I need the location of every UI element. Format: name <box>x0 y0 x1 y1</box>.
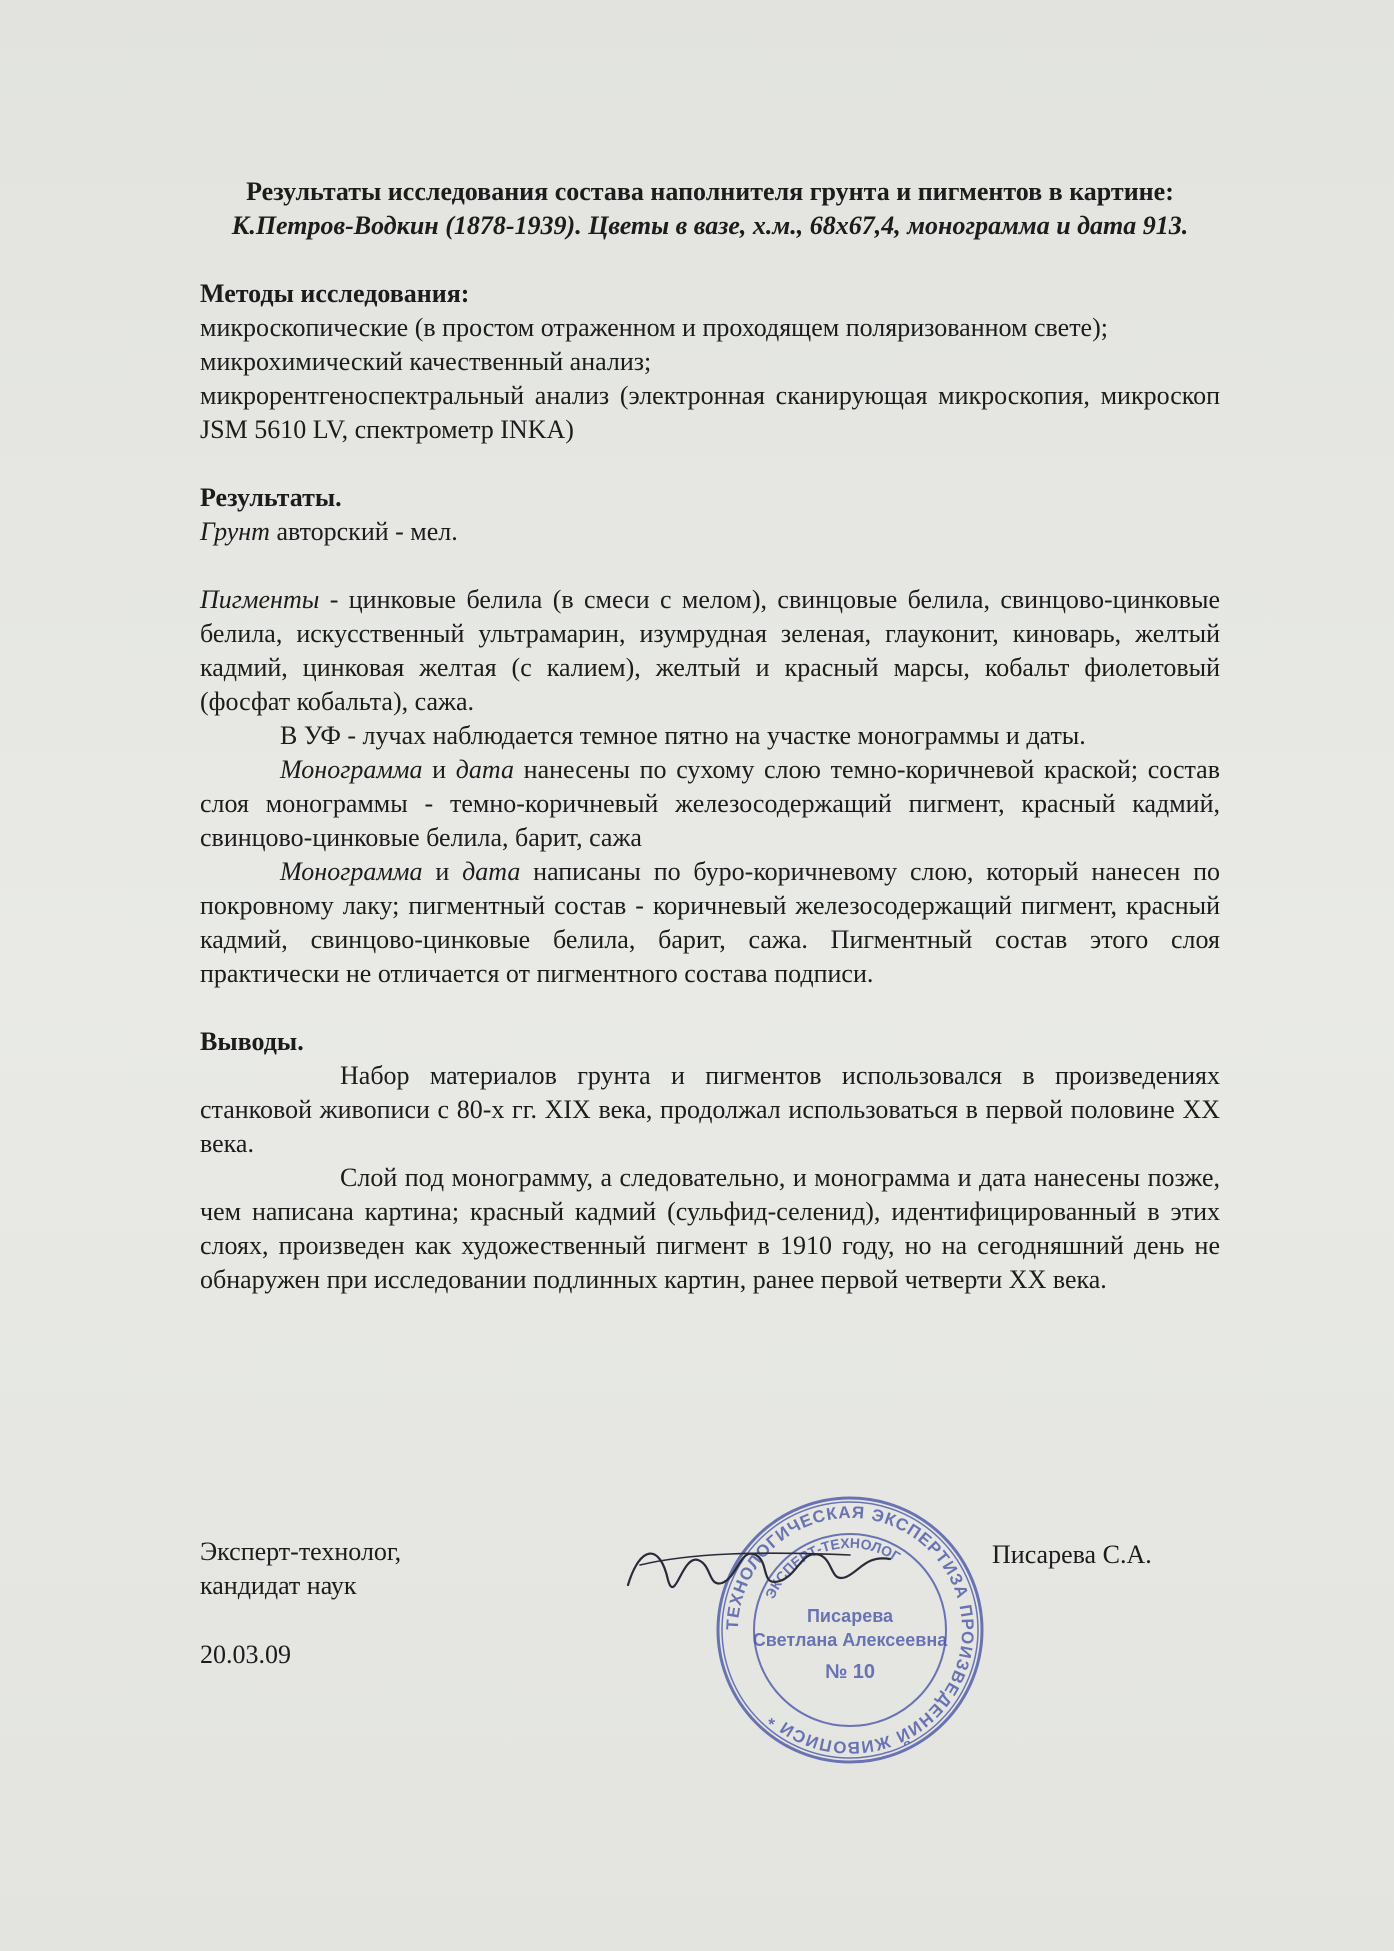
ground-label: Грунт <box>200 517 270 546</box>
and-text: и <box>422 755 456 784</box>
signer-degree: кандидат наук <box>200 1571 357 1600</box>
monogram-paragraph-2 <box>200 855 1220 991</box>
conclusion-paragraph-1: Набор материалов грунта и пигментов использовался в произведениях станковой живописи с 80-х гг. XIX века, продолжал использоваться в первой половине XX века. <box>200 1061 1220 1158</box>
pigments-paragraph <box>200 583 1220 719</box>
stamp-inner-text: ЭКСПЕРТ-ТЕХНОЛОГ <box>761 1534 904 1602</box>
pigments-text: - цинковые белила (в смеси с мелом), свинцовые белила, свинцово-цинковые белила, искусственный ультрамарин, изумрудная зеленая, глауконит, киноварь, желтый кадмий, цинковая желтая (с калием), желтый и красный марсы, кобальт фиолетовый (фосфат кобальта), сажа. <box>200 585 1220 716</box>
monogram-text: нанесены по сухому слою темно-коричневой краской; состав слоя монограммы - темно-коричневый железосодержащий пигмент, красный кадмий, свинцово-цинковые белила, барит, сажа <box>200 755 1220 852</box>
ground-text: авторский - мел. <box>269 517 458 546</box>
method-item: микрохимический качественный анализ; <box>200 347 652 376</box>
results-heading: Результаты. <box>200 483 342 512</box>
signer-name: Писарева С.А. <box>992 1540 1152 1569</box>
monogram-label: Монограмма <box>280 857 423 886</box>
stamp-number: № 10 <box>824 1661 876 1683</box>
method-item: микрорентгеноспектральный анализ (электронная сканирующая микроскопия, микроскоп JSM 5610 LV, спектрометр INKA) <box>200 381 1220 444</box>
document-date: 20.03.09 <box>200 1640 291 1669</box>
document-title: Результаты исследования состава наполнителя грунта и пигментов в картине: <box>246 177 1174 206</box>
painting-description: К.Петров-Водкин (1878-1939). Цветы в вазе, х.м., 68х67,4, монограмма и дата 913. <box>231 211 1189 240</box>
pigments-label: Пигменты <box>200 585 320 614</box>
signer-title <box>200 1535 401 1603</box>
conclusion-paragraph-2: Слой под монограмму, а следовательно, и монограмма и дата нанесены позже, чем написана картина; красный кадмий (сульфид-селенид), идентифицированный в этих слоях, произведен как художественный пигмент в 1910 году, но на сегодняшний день не обнаружен при исследовании подлинных картин, ранее первой четверти XX века. <box>200 1163 1220 1294</box>
stamp-full-name: Светлана Алексеевна <box>752 1630 948 1650</box>
signature-icon <box>620 1525 900 1615</box>
date-label: дата <box>462 857 521 886</box>
stamp-outer-text: ТЕХНОЛОГИЧЕСКАЯ ЭКСПЕРТИЗА ПРОИЗВЕДЕНИЙ ЖИВОПИСИ * <box>722 1502 978 1758</box>
handwritten-signature <box>620 1525 900 1620</box>
method-item: микроскопические (в простом отраженном и проходящем поляризованном свете); <box>200 313 1108 342</box>
signer-role: Эксперт-технолог, <box>200 1537 402 1566</box>
monogram-text: написаны по буро-коричневому слою, который нанесен по покровному лаку; пигментный состав - коричневый железосодержащий пигмент, красный кадмий, свинцово-цинковые белила, барит, сажа. Пигментный состав этого слоя практически не отличается от пигментного состава подписи. <box>200 857 1221 988</box>
date-label: дата <box>455 755 514 784</box>
conclusions-heading: Выводы. <box>200 1027 304 1056</box>
monogram-label: Монограмма <box>280 755 423 784</box>
document-body <box>200 175 1220 1297</box>
stamp-surname: Писарева <box>806 1606 894 1626</box>
uv-paragraph: В УФ - лучах наблюдается темное пятно на участке монограммы и даты. <box>280 721 1086 750</box>
ground-paragraph <box>200 515 1220 549</box>
methods-heading: Методы исследования: <box>200 279 470 308</box>
and-text: и <box>422 857 463 886</box>
monogram-paragraph-1 <box>200 753 1220 855</box>
